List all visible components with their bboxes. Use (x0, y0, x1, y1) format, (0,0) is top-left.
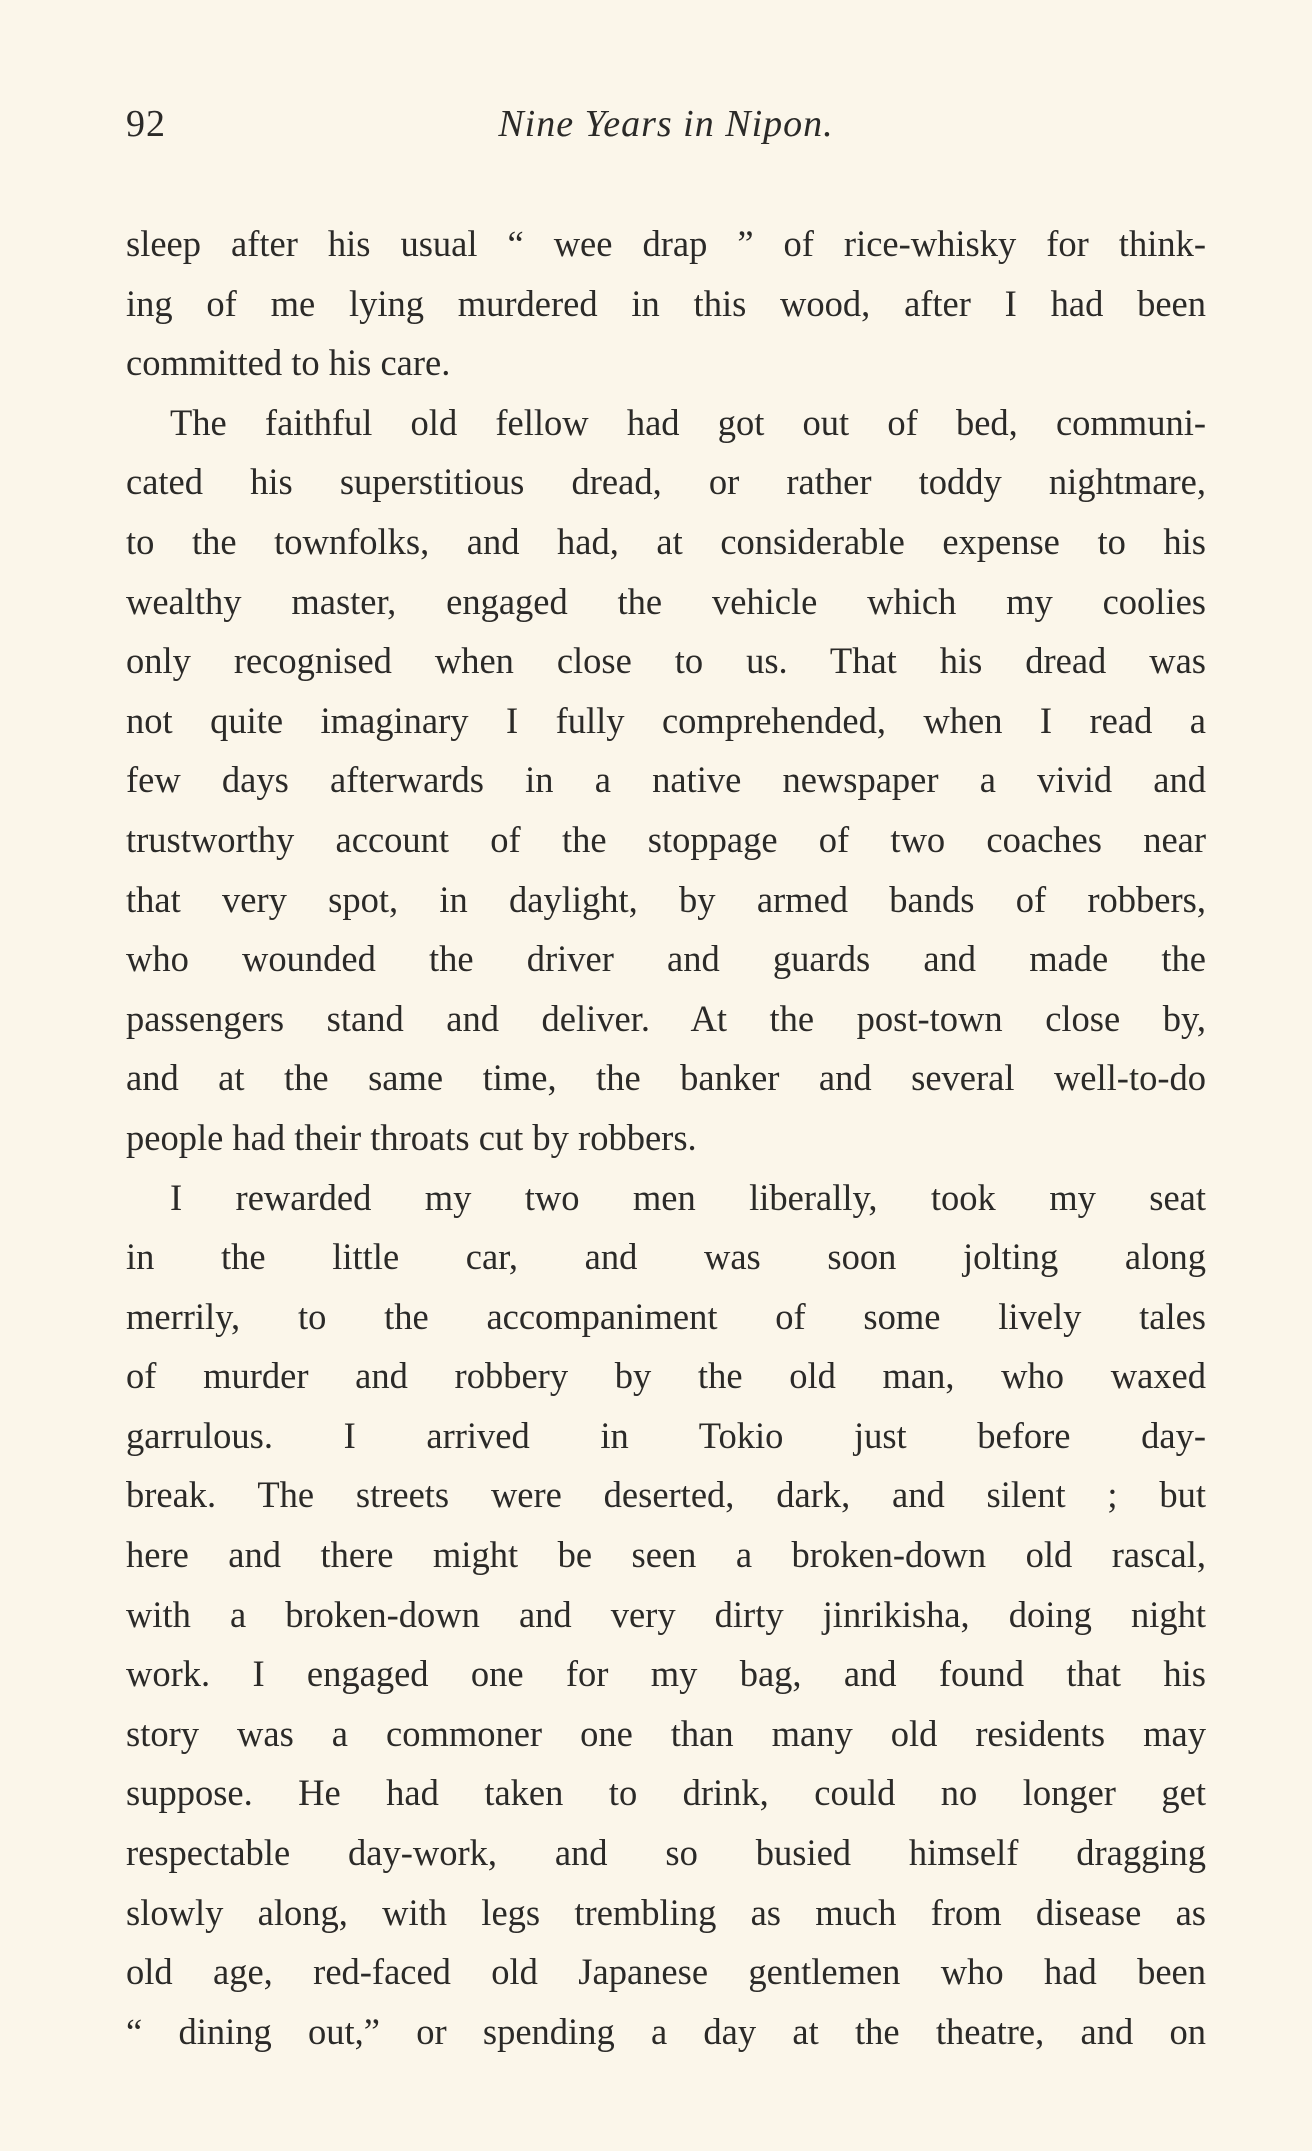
text-line: few days afterwards in a native newspaper a vivid and (126, 759, 1206, 801)
text-line: not quite imaginary I fully comprehended, when I read a (126, 699, 1206, 741)
page-number: 92 (126, 103, 166, 145)
text-line: merrily, to the accompaniment of some lively tales (126, 1295, 1206, 1337)
text-line: The faithful old fellow had got out of bed, communi- (170, 401, 1206, 443)
text-line: people had their throats cut by robbers. (126, 1116, 697, 1158)
text-line: that very spot, in daylight, by armed bands of robbers, (126, 878, 1206, 920)
book-title: Nine Years in Nipon. (498, 103, 834, 145)
text-line: story was a commoner one than many old residents may (126, 1712, 1206, 1754)
text-line: only recognised when close to us. That his dread was (126, 640, 1206, 682)
text-line: who wounded the driver and guards and made the (126, 938, 1206, 980)
text-line: garrulous. I arrived in Tokio just before day- (126, 1414, 1206, 1456)
text-line: cated his superstitious dread, or rather toddy nightmare, (126, 461, 1206, 503)
text-line: and at the same time, the banker and several well-to-do (126, 1057, 1206, 1099)
text-line: here and there might be seen a broken-down old rascal, (126, 1534, 1206, 1576)
text-line: slowly along, with legs trembling as much from disease as (126, 1891, 1206, 1933)
text-line: work. I engaged one for my bag, and found that his (126, 1653, 1206, 1695)
text-line: sleep after his usual “ wee drap ” of rice-whisky for think- (126, 223, 1206, 264)
text-line: old age, red-faced old Japanese gentlemen who had been (126, 1951, 1206, 1993)
text-line: break. The streets were deserted, dark, and silent ; but (126, 1474, 1206, 1516)
text-line: wealthy master, engaged the vehicle which my coolies (126, 580, 1206, 622)
text-line: suppose. He had taken to drink, could no longer get (126, 1772, 1206, 1814)
text-line: I rewarded my two men liberally, took my seat (170, 1176, 1206, 1218)
running-head (126, 102, 1206, 152)
text-line: of murder and robbery by the old man, who waxed (126, 1355, 1206, 1397)
text-line: trustworthy account of the stoppage of two coaches near (126, 818, 1206, 860)
text-line: with a broken-down and very dirty jinrikisha, doing night (126, 1593, 1206, 1635)
text-line: committed to his care. (126, 342, 451, 384)
text-line: ing of me lying murdered in this wood, after I had been (126, 282, 1206, 324)
text-line: “ dining out,” or spending a day at the theatre, and on (126, 2010, 1206, 2052)
text-line: in the little car, and was soon jolting along (126, 1236, 1206, 1278)
body-text (126, 214, 1206, 2061)
text-line: passengers stand and deliver. At the post-town close by, (126, 997, 1206, 1039)
text-line: to the townfolks, and had, at considerable expense to his (126, 520, 1206, 562)
text-line: respectable day-work, and so busied himself dragging (126, 1832, 1206, 1874)
